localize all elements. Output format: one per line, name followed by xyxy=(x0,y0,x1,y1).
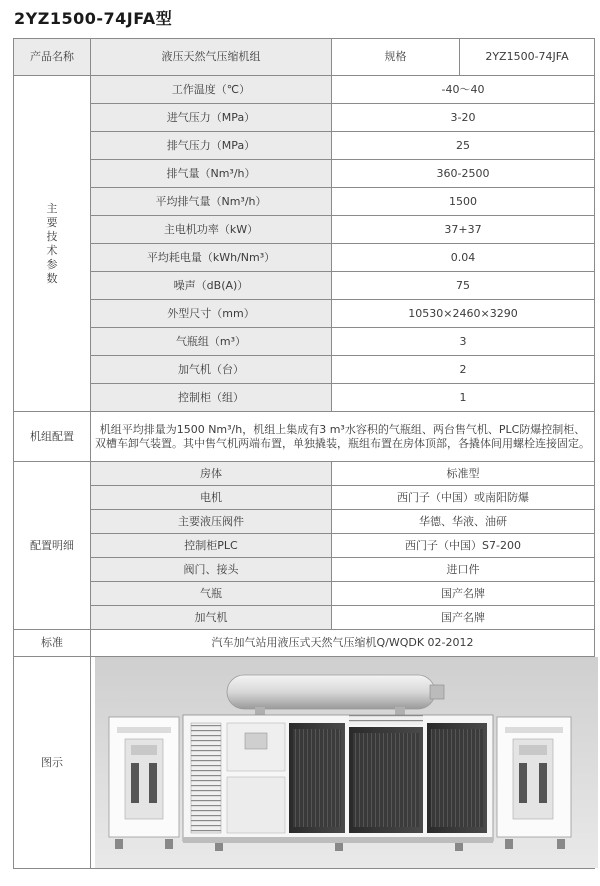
spec-value: 2YZ1500-74JFA xyxy=(460,39,595,76)
tech-section-label-text: 主要技术参数 xyxy=(46,201,58,285)
tech-param-value: 0.04 xyxy=(332,244,595,272)
detail-item: 气瓶 xyxy=(91,582,332,606)
detail-row xyxy=(14,510,595,534)
tech-param-value: 1500 xyxy=(332,188,595,216)
detail-row xyxy=(14,462,595,486)
tech-row xyxy=(14,356,595,384)
detail-value: 国产名牌 xyxy=(332,582,595,606)
tech-param-value: 360-2500 xyxy=(332,160,595,188)
detail-item: 控制柜PLC xyxy=(91,534,332,558)
standard-row xyxy=(14,630,595,657)
tech-row xyxy=(14,244,595,272)
tech-row xyxy=(14,216,595,244)
detail-value: 西门子（中国）或南阳防爆 xyxy=(332,486,595,510)
detail-row xyxy=(14,534,595,558)
tech-param-label: 排气量（Nm³/h） xyxy=(91,160,332,188)
standard-value: 汽车加气站用液压式天然气压缩机Q/WQDK 02-2012 xyxy=(91,630,595,657)
left-dispenser xyxy=(109,717,179,837)
detail-row xyxy=(14,606,595,630)
config-description: 机组平均排量为1500 Nm³/h，机组上集成有3 m³水容积的气瓶组、两台售气机、PLC防爆控制柜、双槽车卸气装置。其中售气机两端布置，单独撬装，瓶组布置在房体顶部，各撬体间用螺栓连接固定。 xyxy=(91,412,595,462)
detail-item: 电机 xyxy=(91,486,332,510)
tech-param-value: 37+37 xyxy=(332,216,595,244)
figure-label: 图示 xyxy=(14,657,91,869)
tech-row xyxy=(14,272,595,300)
tech-row xyxy=(14,384,595,412)
tech-param-value: 10530×2460×3290 xyxy=(332,300,595,328)
page-title: 2YZ1500-74JFA型 xyxy=(14,9,173,28)
tech-row xyxy=(14,328,595,356)
figure-cell xyxy=(91,657,595,869)
tech-param-label: 平均排气量（Nm³/h） xyxy=(91,188,332,216)
detail-value: 西门子（中国）S7-200 xyxy=(332,534,595,558)
tech-row xyxy=(14,132,595,160)
detail-item: 房体 xyxy=(91,462,332,486)
detail-value: 国产名牌 xyxy=(332,606,595,630)
tech-param-label: 工作温度（℃） xyxy=(91,76,332,104)
tech-param-label: 排气压力（MPa） xyxy=(91,132,332,160)
tech-param-label: 平均耗电量（kWh/Nm³） xyxy=(91,244,332,272)
tech-param-value: -40～40 xyxy=(332,76,595,104)
tech-row xyxy=(14,104,595,132)
main-housing xyxy=(183,715,493,843)
tech-section-label xyxy=(14,76,91,412)
spec-table xyxy=(13,38,595,869)
tech-row xyxy=(14,160,595,188)
detail-value: 进口件 xyxy=(332,558,595,582)
right-dispenser xyxy=(497,717,571,837)
detail-item: 主要液压阀件 xyxy=(91,510,332,534)
config-row xyxy=(14,412,595,462)
product-name-value: 液压天然气压缩机组 xyxy=(91,39,332,76)
tech-param-label: 外型尺寸（mm） xyxy=(91,300,332,328)
tech-row xyxy=(14,188,595,216)
tech-param-value: 3 xyxy=(332,328,595,356)
tech-row xyxy=(14,300,595,328)
tech-param-label: 控制柜（组） xyxy=(91,384,332,412)
detail-value: 华德、华液、油研 xyxy=(332,510,595,534)
detail-row xyxy=(14,582,595,606)
detail-row xyxy=(14,558,595,582)
detail-row xyxy=(14,486,595,510)
tech-param-value: 2 xyxy=(332,356,595,384)
figure-row xyxy=(14,657,595,869)
spec-label: 规格 xyxy=(332,39,460,76)
detail-item: 阀门、接头 xyxy=(91,558,332,582)
tech-param-value: 75 xyxy=(332,272,595,300)
tech-param-label: 加气机（台） xyxy=(91,356,332,384)
tech-param-value: 3-20 xyxy=(332,104,595,132)
tech-param-label: 主电机功率（kW） xyxy=(91,216,332,244)
detail-value: 标准型 xyxy=(332,462,595,486)
header-row xyxy=(14,39,595,76)
tech-param-label: 噪声（dB(A)） xyxy=(91,272,332,300)
detail-item: 加气机 xyxy=(91,606,332,630)
product-name-label: 产品名称 xyxy=(14,39,91,76)
tech-row xyxy=(14,76,595,104)
config-label: 机组配置 xyxy=(14,412,91,462)
standard-label: 标准 xyxy=(14,630,91,657)
tech-param-value: 25 xyxy=(332,132,595,160)
compressor-unit-illustration xyxy=(95,657,598,868)
tech-param-value: 1 xyxy=(332,384,595,412)
tech-param-label: 气瓶组（m³） xyxy=(91,328,332,356)
detail-section-label: 配置明细 xyxy=(14,462,91,630)
tech-param-label: 进气压力（MPa） xyxy=(91,104,332,132)
